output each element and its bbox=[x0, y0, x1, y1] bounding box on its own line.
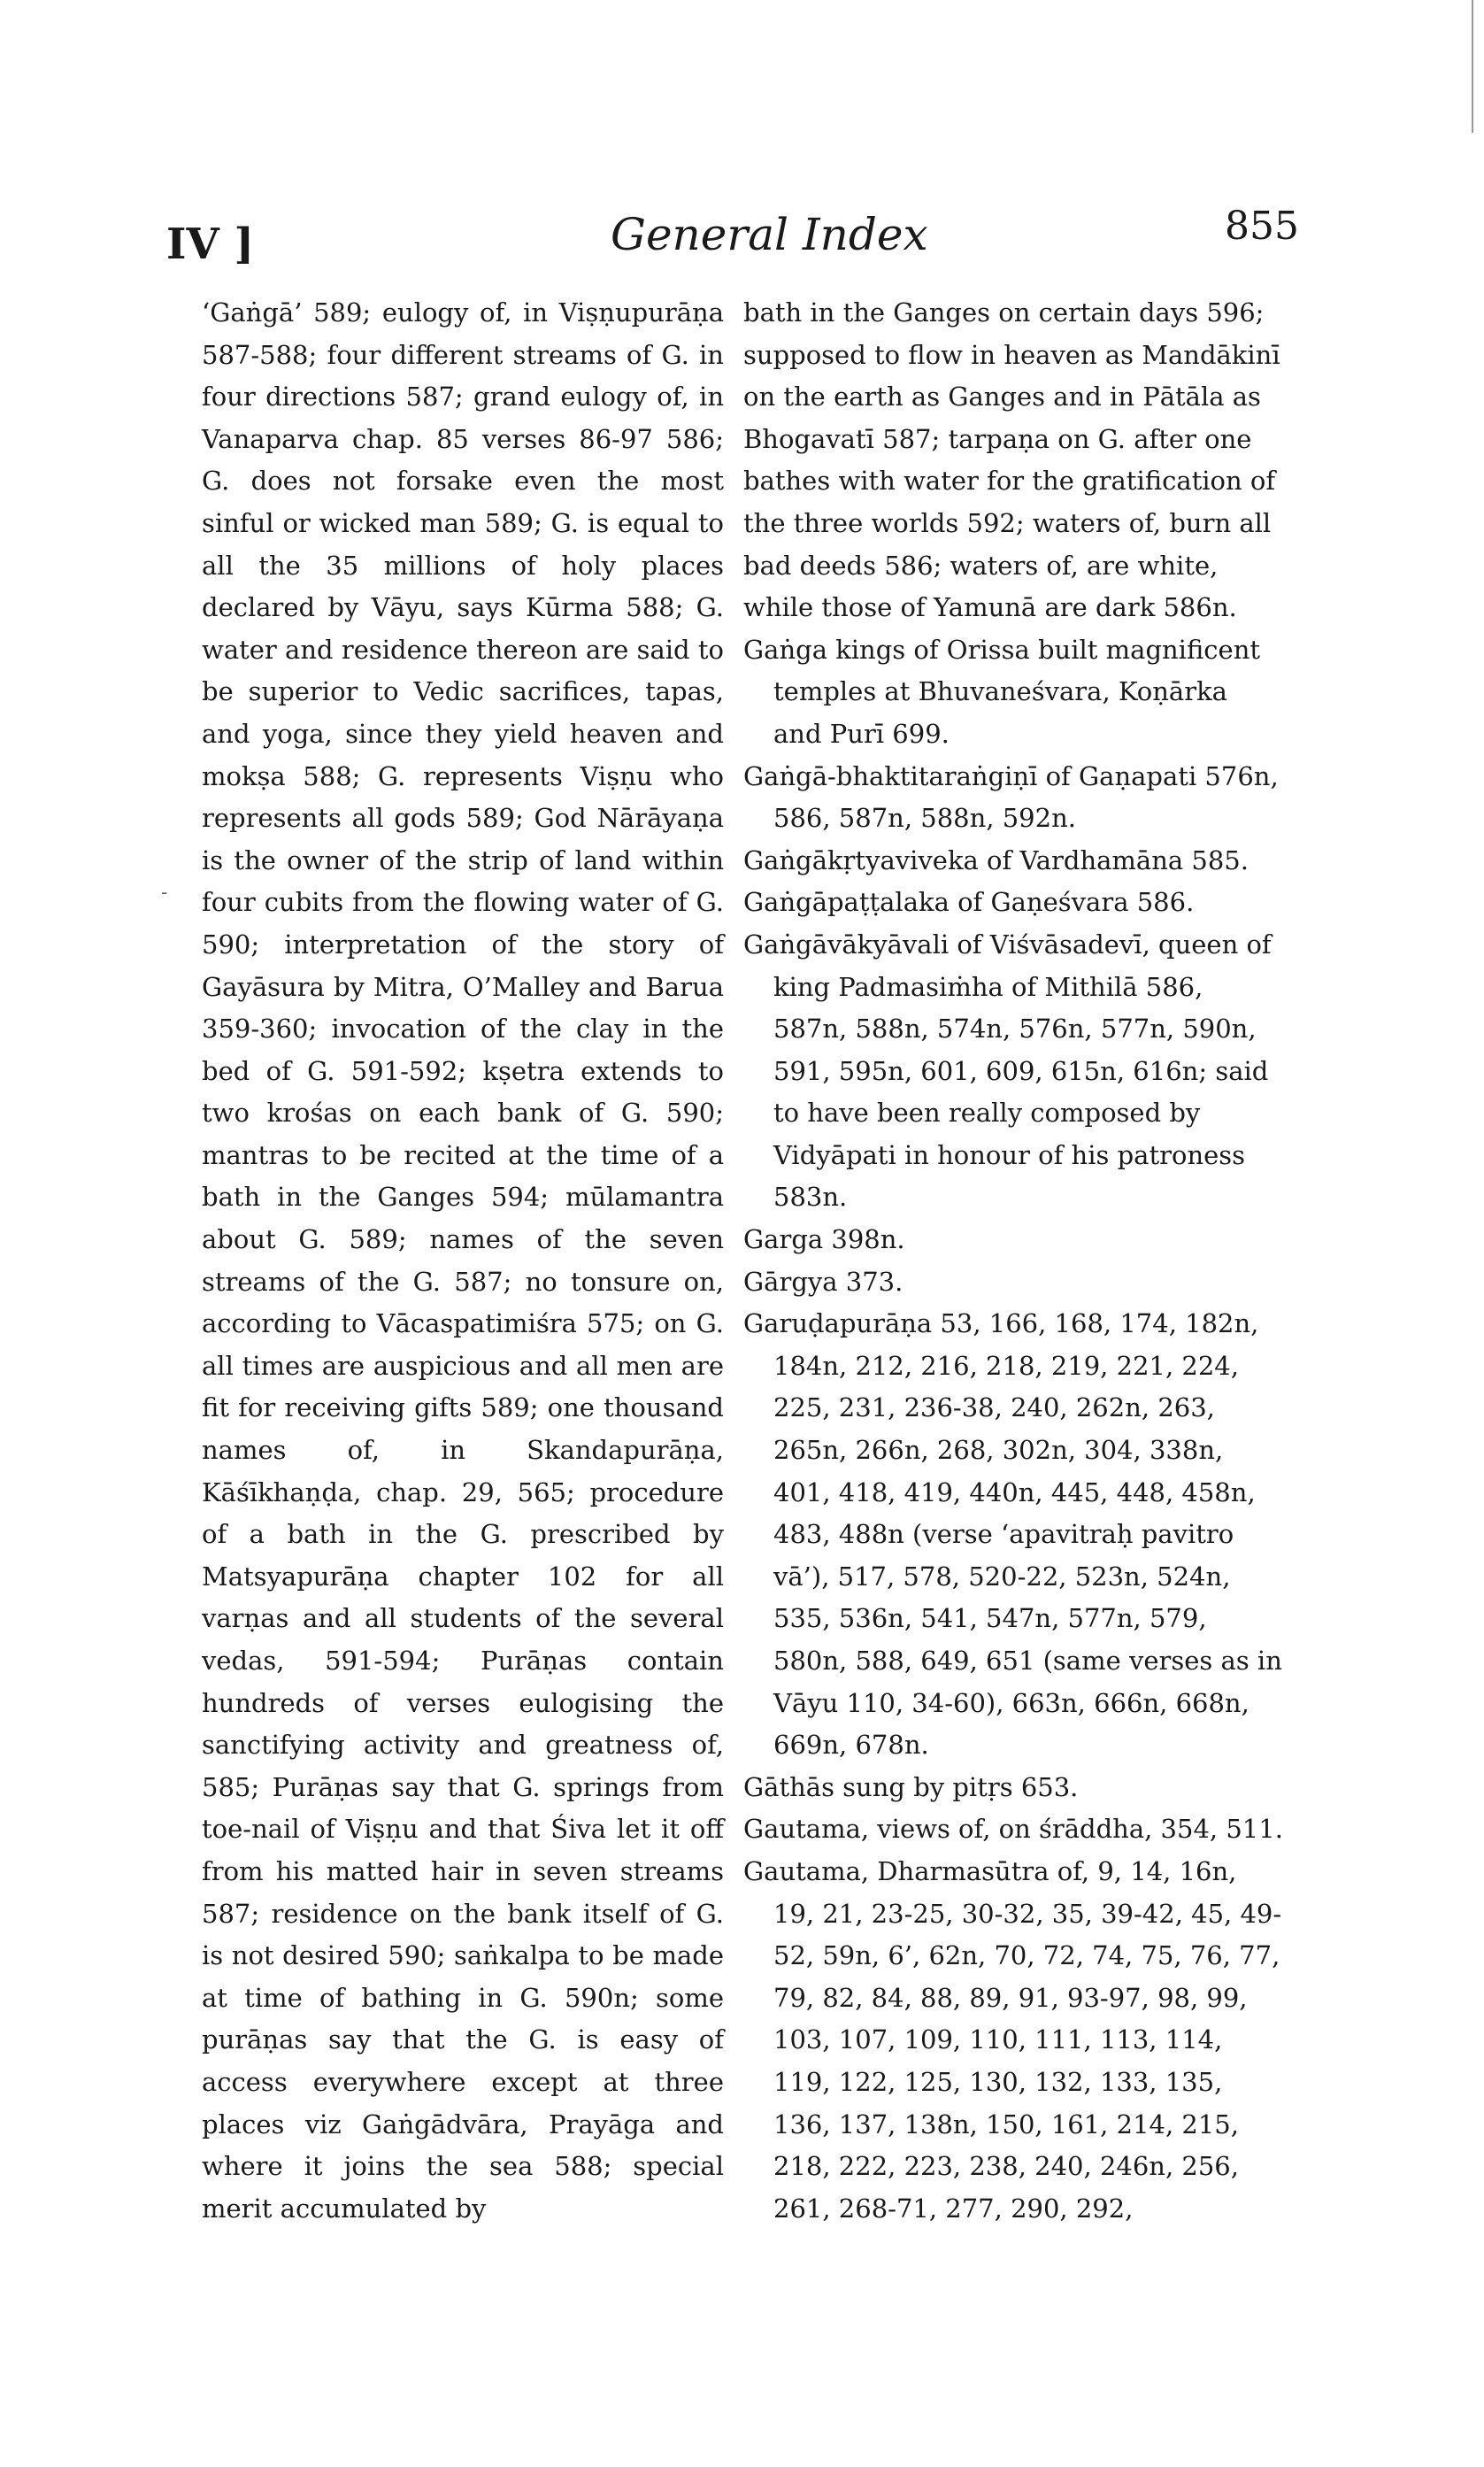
index-entry: Gaṅgāvākyāvali of Viśvāsadevī, queen of king Padmasiṁha of Mithilā 586, 587n, 588n, 574n, 576n, 577n, 590n, 591, 595n, 601, 609, 615n, 616n; said to have been really composed by Vidyāpati in honour of his patroness 583n. bbox=[743, 929, 1272, 1213]
ganga-entry-continuation: bath in the Ganges on certain days 596; supposed to flow in heaven as Mandākinī on the earth as Ganges and in Pātāla as Bhogavatī 587; tarpaṇa on G. after one bathes with water for the gratification of the three worlds 592; waters of, burn all bad deeds 586; waters of, are white, while those of Yamunā are dark 586n. bbox=[743, 297, 1280, 623]
index-entry: Gaṅga kings of Orissa built magnificent temples at Bhuvaneśvara, Koṇārka and Purī 699. bbox=[743, 634, 1261, 749]
ganga-entry-text: ‘Gaṅgā’ 589; eulogy of, in Viṣṇupurāṇa 587-588; four different streams of G. in four directions 587; grand eulogy of, in Vanaparva chap. 85 verses 86-97 586; G. does not forsake even the most sinful or wicked man 589; G. is equal to all the 35 millions of holy places declared by Vāyu, says Kūrma 588; G. water and residence thereon are said to be superior to Vedic sacrifices, tapas, and yoga, since they yield heaven and mokṣa 588; G. represents Viṣṇu who represents all gods 589; God Nārāyaṇa is the owner of the strip of land within four cubits from the flowing water of G. 590; interpretation of the story of Gayāsura by Mitra, O’Malley and Barua 359-360; invocation of the clay in the bed of G. 591-592; kṣetra extends to two krośas on each bank of G. 590; mantras to be recited at the time of a bath in the Ganges 594; mūlamantra about G. 589; names of the seven streams of the G. 587; no tonsure on, according to Vācaspatimiśra 575; on G. all times are auspicious and all men are fit for receiving gifts 589; one thousand names of, in Skandapurāṇa, Kāśīkhaṇḍa, chap. 29, 565; procedure of a bath in the G. prescribed by Matsyapurāṇa chapter 102 for all varṇas and all students of the several vedas, 591-594; Purāṇas contain hundreds of verses eulogising the sanctifying activity and greatness of, 585; Purāṇas say that G. springs from toe-nail of Viṣṇu and that Śiva let it off from his matted hair in seven streams 587; residence on the bank itself of G. is not desired 590; saṅkalpa to be made at time of bathing in G. 590n; some purāṇas say that the G. is easy of access everywhere except at three places viz Gaṅgādvāra, Prayāga and where it joins the sea 588; special merit accumulated by bbox=[202, 297, 724, 2224]
running-title: General Index bbox=[611, 209, 928, 260]
page-header bbox=[0, 204, 1484, 274]
page-number: 855 bbox=[1225, 204, 1299, 249]
index-entry: Garga 398n. bbox=[743, 1224, 905, 1255]
index-entry: Gautama, views of, on śrāddha, 354, 511. bbox=[743, 1814, 1283, 1845]
index-entry: Gautama, Dharmasūtra of, 9, 14, 16n, 19, 21, 23-25, 30-32, 35, 39-42, 45, 49-52, 59n, 6’, 62n, 70, 72, 74, 75, 76, 77, 79, 82, 84, 88, 89, 91, 93-97, 98, 99, 103, 107, 109, 110, 111, 113, 114, 119, 122, 125, 130, 132, 133, 135, 136, 137, 138n, 150, 161, 214, 215, 218, 222, 223, 238, 240, 246n, 256, 261, 268-71, 277, 290, 292, bbox=[743, 1855, 1282, 2224]
left-column bbox=[202, 292, 724, 2230]
index-entry: Gāthās sung by pitṛs 653. bbox=[743, 1771, 1079, 1802]
margin-dash-mark: - bbox=[161, 882, 168, 904]
right-column bbox=[743, 292, 1283, 2230]
scan-edge-mark bbox=[1472, 0, 1473, 133]
index-entry: Garuḍapurāṇa 53, 166, 168, 174, 182n, 184n, 212, 216, 218, 219, 221, 224, 225, 231, 236-38, 240, 262n, 263, 265n, 266n, 268, 302n, 304, 338n, 401, 418, 419, 440n, 445, 448, 458n, 483, 488n (verse ‘apavitraḥ pavitro vā’), 517, 578, 520-22, 523n, 524n, 535, 536n, 541, 547n, 577n, 579, 580n, 588, 649, 651 (same verses as in Vāyu 110, 34-60), 663n, 666n, 668n, 669n, 678n. bbox=[743, 1308, 1282, 1761]
section-marker: IV ] bbox=[166, 220, 255, 269]
index-entry: Gaṅgākṛtyaviveka of Vardhamāna 585. bbox=[743, 844, 1249, 875]
index-entry: Gaṅgāpaṭṭalaka of Gaṇeśvara 586. bbox=[743, 887, 1195, 918]
index-entry: Gārgya 373. bbox=[743, 1266, 903, 1297]
index-entry: Gaṅgā-bhaktitaraṅgiṇī of Gaṇapati 576n, 586, 587n, 588n, 592n. bbox=[743, 760, 1279, 834]
